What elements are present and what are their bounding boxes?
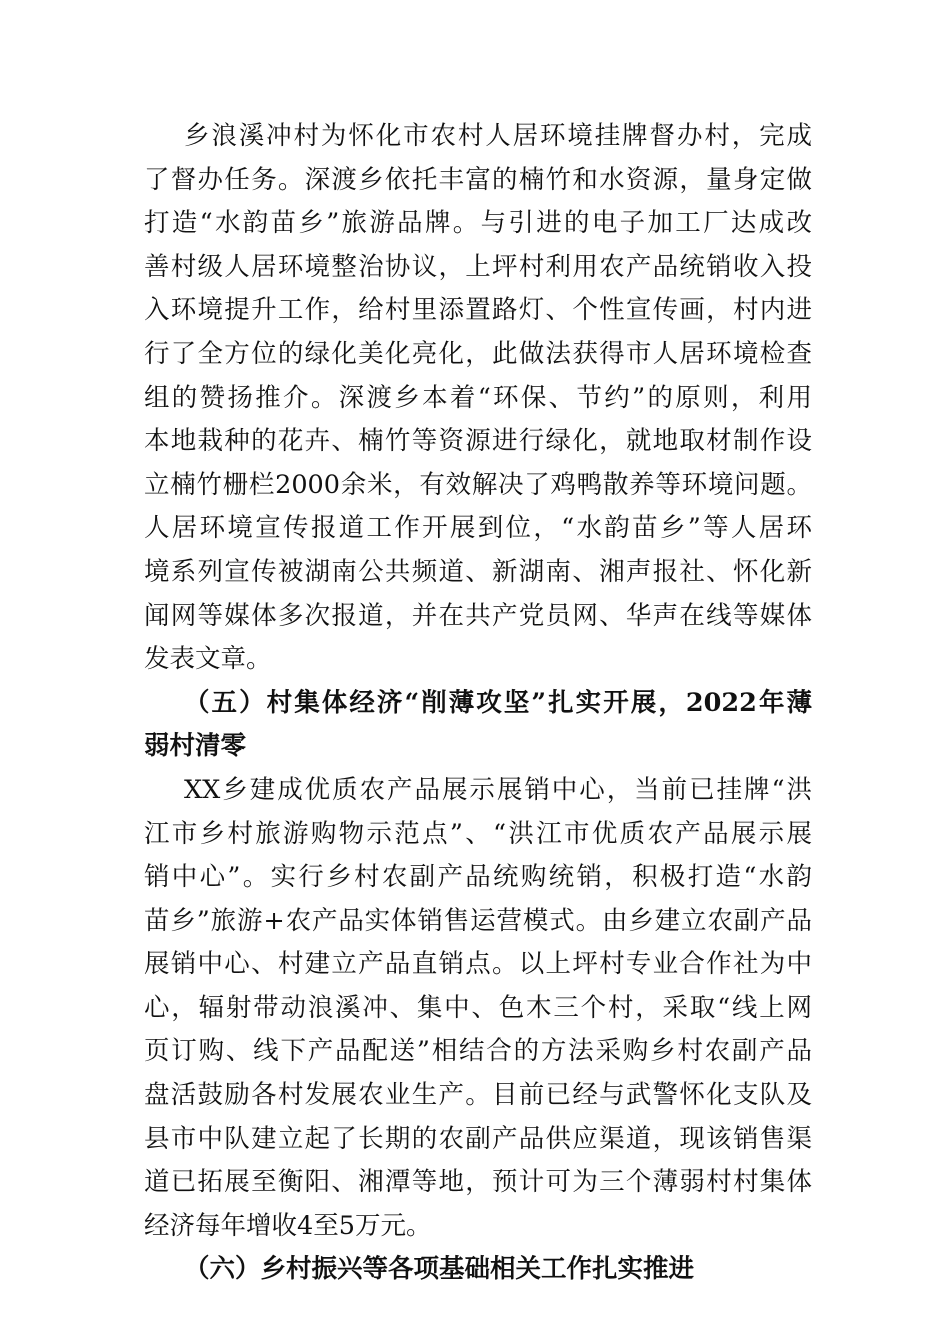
text-line: 行了全方位的绿化美化亮化，此做法获得市人居环境检查 — [144, 338, 812, 369]
text-line: 盘活鼓励各村发展农业生产。目前已经与武警怀化支队及 — [144, 1080, 812, 1111]
text-line: 发表文章。 — [144, 644, 272, 675]
text-line: 境系列宣传被湖南公共频道、新湖南、湘声报社、怀化新 — [144, 556, 812, 587]
text-line: 销中心”。实行乡村农副产品统购统销，积极打造“水韵 — [144, 862, 812, 893]
text-line: 人居环境宣传报道工作开展到位，“水韵苗乡”等人居环 — [144, 513, 812, 544]
text-line: 入环境提升工作，给村里添置路灯、个性宣传画，村内进 — [144, 295, 812, 326]
heading-line: 弱村清零 — [144, 731, 247, 762]
text-line: 展销中心、村建立产品直销点。以上坪村专业合作社为中 — [144, 949, 812, 980]
text-line: 了督办任务。深渡乡依托丰富的楠竹和水资源，量身定做 — [144, 164, 812, 195]
text-line: 乡浪溪冲村为怀化市农村人居环境挂牌督办村，完成 — [184, 121, 812, 151]
heading-line: （六）乡村振兴等各项基础相关工作扎实推进 — [184, 1254, 695, 1285]
text-line: 善村级人居环境整治协议，上坪村利用农产品统销收入投 — [144, 251, 812, 282]
text-line: 闻网等媒体多次报道，并在共产党员网、华声在线等媒体 — [144, 600, 812, 631]
text-line: XX乡建成优质农产品展示展销中心，当前已挂牌“洪 — [184, 774, 812, 805]
paragraph-collective-economy — [144, 769, 812, 1249]
section-heading-6 — [144, 1248, 812, 1292]
text-line: 本地栽种的花卉、楠竹等资源进行绿化，就地取材制作设 — [144, 426, 812, 457]
text-line: 组的赞扬推介。深渡乡本着“环保、节约”的原则，利用 — [144, 382, 812, 413]
text-line: 江市乡村旅游购物示范点”、“洪江市优质农产品展示展 — [144, 818, 812, 849]
section-heading-5 — [144, 682, 812, 769]
text-line: 打造“水韵苗乡”旅游品牌。与引进的电子加工厂达成改 — [144, 208, 812, 239]
text-line: 道已拓展至衡阳、湘潭等地，预计可为三个薄弱村村集体 — [144, 1167, 812, 1198]
text-line: 页订购、线下产品配送”相结合的方法采购乡村农副产品 — [144, 1036, 812, 1067]
text-line: 心，辐射带动浪溪冲、集中、色木三个村，采取“线上网 — [144, 992, 812, 1023]
text-line: 县市中队建立起了长期的农副产品供应渠道，现该销售渠 — [144, 1123, 812, 1154]
document-body — [144, 115, 812, 1292]
text-line: 经济每年增收4至5万元。 — [144, 1210, 432, 1241]
text-line: 立楠竹栅栏2000余米，有效解决了鸡鸭散养等环境问题。 — [144, 469, 812, 500]
paragraph-environment — [144, 115, 812, 682]
text-line: 苗乡”旅游+农产品实体销售运营模式。由乡建立农副产品 — [144, 905, 812, 936]
heading-line: （五）村集体经济“削薄攻坚”扎实开展，2022年薄 — [184, 687, 812, 718]
